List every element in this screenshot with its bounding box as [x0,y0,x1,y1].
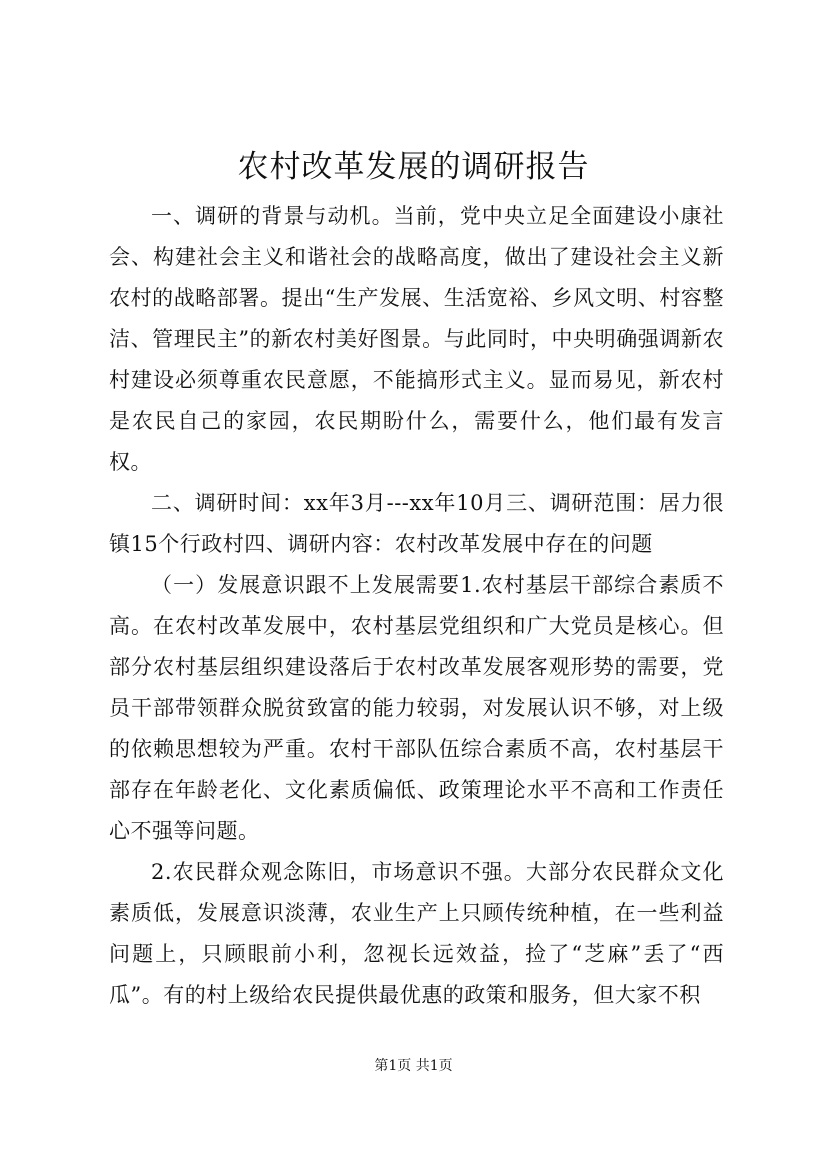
document-title: 农村改革发展的调研报告 [237,149,590,185]
document-body [109,196,724,1016]
page-number-footer: 第1页 共1页 [374,1058,453,1074]
paragraph-issue-two: 2.农民群众观念陈旧，市场意识不强。大部分农民群众文化素质低，发展意识淡薄，农业生产上只顾传统种植，在一些利益问题上，只顾眼前小利，忽视长远效益，捡了“芝麻”丢了“西瓜”。有的村上级给农民提供最优惠的政策和服务，但大家不积 [109,860,724,1007]
paragraph-issue-one: （一）发展意识跟不上发展需要1.农村基层干部综合素质不高。在农村改革发展中，农村基层党组织和广大党员是核心。但部分农村基层组织建设落后于农村改革发展客观形势的需要，党员干部带领群众脱贫致富的能力较弱，对发展认识不够，对上级的依赖思想较为严重。农村干部队伍综合素质不高，农村基层干部存在年龄老化、文化素质偏低、政策理论水平不高和工作责任心不强等问题。 [109,573,724,843]
paragraph-background: 一、调研的背景与动机。当前，党中央立足全面建设小康社会、构建社会主义和谐社会的战略高度，做出了建设社会主义新农村的战略部署。提出“生产发展、生活宽裕、乡风文明、村容整洁、管理民主”的新农村美好图景。与此同时，中央明确强调新农村建设必须尊重农民意愿，不能搞形式主义。显而易见，新农村是农民自己的家园，农民期盼什么，需要什么，他们最有发言权。 [109,204,724,474]
paragraph-time-scope: 二、调研时间：xx年3月---xx年10月三、调研范围：居力很镇15个行政村四、调研内容：农村改革发展中存在的问题 [109,491,724,556]
